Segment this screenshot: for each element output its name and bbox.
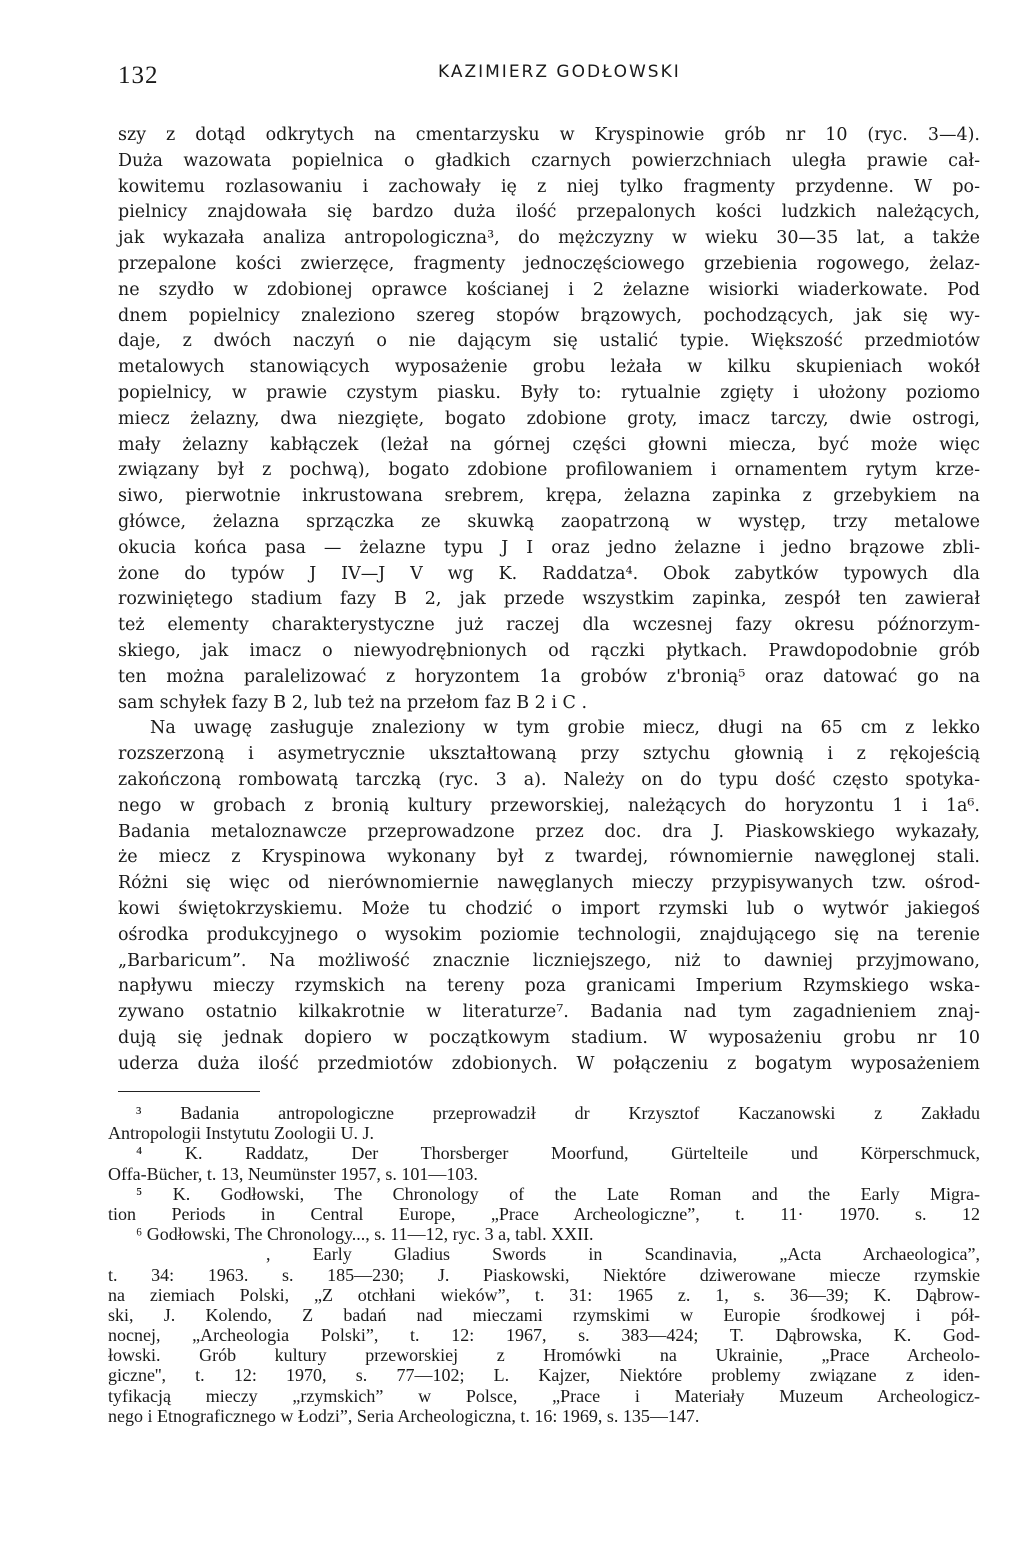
text-line: kowi świętokrzyskiemu. Może tu chodzić o import rzymski lub o wytwór jakiegoś [118,898,980,919]
text-line: „Barbaricum”. Na możliwość znacznie liczniejszego, niż to dawniej przyjmowano, [118,950,980,971]
text-line: siwo, pierwotnie inkrustowana srebrem, krępa, żelazna zapinka z grzebykiem na [118,486,980,507]
text-line: ten można paralelizować z horyzontem 1a grobów z'bronią⁵ oraz datować go na [118,666,980,687]
footnote-line: giczne'', t. 12: 1970, s. 77—102; L. Kajzer, Niektóre problemy związane z iden- [108,1365,980,1386]
page-number: 132 [118,62,159,89]
text-line: przepalone kości zwierzęce, fragmenty jednoczęściowego grzebienia rogowego, żelaz- [118,253,980,274]
text-line: szy z dotąd odkrytych na cmentarzysku w Kryspinowie grób nr 10 (ryc. 3—4). [118,125,980,145]
footnote-line: tion Periods in Central Europe, „Prace Archeologiczne”, t. 11· 1970. s. 12 [108,1203,980,1224]
text-line: główce, żelazna sprzączka ze skuwką zaopatrzoną w występ, trzy metalowe [118,511,980,532]
text-line: Duża wazowata popielnica o gładkich czarnych powierzchniach uległa prawie cał- [118,150,980,171]
text-line: rozwiniętego stadium fazy B 2, jak przede wszystkim zapinka, zespół ten zawierał [118,589,980,610]
footnote-line: ⁴ K. Raddatz, Der Thorsberger Moorfund, Gürtelteile und Körperschmuck, [136,1143,980,1164]
footnote-line: , Early Gladius Swords in Scandinavia, „Acta Archaeologica”, [266,1244,980,1265]
text-line: mały żelazny kabłączek (leżał na górnej części głowni miecza, być może więc [118,434,980,455]
text-line: kowitemu rozlasowaniu i zachowały ię z niej tylko fragmenty przydenne. W po- [118,176,980,197]
text-line: jak wykazała analiza antropologiczna³, do mężczyzny w wieku 30—35 lat, a także [118,228,980,249]
text-line: dują się jednak dopiero w początkowym stadium. W wyposażeniu grobu nr 10 [118,1027,980,1048]
footnote-line: t. 34: 1963. s. 185—230; J. Piaskowski, Niektóre dziwerowane miecze rzymskie [108,1264,980,1285]
footnote-line: ⁵ K. Godłowski, The Chronology of the Late Roman and the Early Migra- [136,1183,980,1204]
footnote-line: tyfikacją mieczy „rzymskich” w Polsce, „Prace i Materiały Muzeum Archeologicz- [108,1385,980,1406]
footnote-line: nego i Etnograficznego w Łodzi”, Seria Archeologiczna, t. 16: 1969, s. 135—147. [108,1405,700,1426]
text-line: dnem popielnicy znaleziono szereg stopów brązowych, pochodzących, jak się wy- [118,305,980,326]
footnotes [108,1103,980,1426]
text-line: daje, z dwóch naczyń o nie dającym się ustalić typie. Większość przedmiotów [118,331,980,352]
footnote-divider [118,1091,260,1092]
footnote-line: ski, J. Kolendo, Z badań nad mieczami rzymskimi w Europie środkowej i pół- [108,1304,980,1325]
text-line: metalowych stanowiących wyposażenie grobu leżała w kilku skupieniach wokół [118,357,980,378]
text-line: ośrodka produkcyjnego o wysokim poziomie technologii, znajdującego się na terenie [118,924,980,945]
text-line: zakończoną rombowatą tarczką (ryc. 3 a). Należy on do typu dość często spotyka- [118,769,980,790]
running-head: KAZIMIERZ GODŁOWSKI [438,62,681,82]
text-line: rozszerzoną i asymetrycznie ukształtowaną przy sztychu głownią i z rękojeścią [118,744,980,765]
footnote-line: Antropologii Instytutu Zoologii U. J. [108,1123,375,1144]
text-line: Na uwagę zasługuje znaleziony w tym grobie miecz, długi na 65 cm z lekko [150,718,980,739]
text-line: żone do typów J IV—J V wg K. Raddatza⁴. Obok zabytków typowych dla [118,563,980,584]
text-line: uderza duża ilość przedmiotów zdobionych. W połączeniu z bogatym wyposażeniem [118,1053,980,1074]
text-line: też elementy charakterystyczne już raczej dla wczesnej fazy okresu późnorzym- [118,615,980,636]
text-line: ne szydło w zdobionej oprawce kościanej i 2 żelazne wisiorki wiaderkowate. Pod [118,279,980,300]
text-line: że miecz z Kryspinowa wykonany był z twardej, równomiernie nawęglonej stali. [118,847,980,868]
footnote-line: Offa-Bücher, t. 13, Neumünster 1957, s. 101—103. [108,1163,478,1184]
footnote-line: łowski. Grób kultury przeworskiej z Hromówki na Ukrainie, „Prace Archeolo- [108,1345,980,1366]
footnote-line: nocnej, „Archeologia Polski”, t. 12: 1967, s. 383—424; T. Dąbrowska, K. God- [108,1325,980,1346]
main-text [118,123,980,1077]
text-line: Badania metaloznawcze przeprowadzone przez doc. dra J. Piaskowskiego wykazały, [118,821,980,842]
footnote-line: ³ Badania antropologiczne przeprowadził dr Krzysztof Kaczanowski z Zakładu [136,1103,980,1123]
text-line: sam schyłek fazy B 2, lub też na przełom faz B 2 i C . [118,692,588,713]
text-line: pielnicy znajdowała się bardzo duża ilość przepalonych kości ludzkich należących, [118,202,980,223]
text-line: popielnicy, w prawie czystym piasku. Były to: rytualnie zgięty i ułożony poziomo [118,382,980,403]
text-line: związany był z pochwą), bogato zdobione profilowaniem i ornamentem rytym krze- [118,460,980,481]
footnote-line: ⁶ Godłowski, The Chronology..., s. 11—12, ryc. 3 a, tabl. XXII. [136,1224,594,1245]
footnote-line: na ziemiach Polski, „Z otchłani wieków”, t. 31: 1965 z. 1, s. 36—39; K. Dąbrow- [108,1284,980,1305]
text-line: napływu mieczy rzymskich na tereny poza granicami Imperium Rzymskiego wska- [118,976,980,997]
text-line: zywano ostatnio kilkakrotnie w literaturze⁷. Badania nad tym zagadnieniem znaj- [118,1002,980,1023]
text-line: Różni się więc od nierównomiernie nawęglanych mieczy przypisywanych tzw. ośrod- [118,873,980,894]
text-line: nego w grobach z bronią kultury przeworskiej, należących do horyzontu 1 i 1a⁶. [118,795,980,816]
text-line: okucia końca pasa — żelazne typu J I oraz jedno żelazne i jedno brązowe zbli- [118,537,980,558]
text-line: skiego, jak imacz o niewyodrębnionych od rączki płytkach. Prawdopodobnie grób [118,640,980,661]
text-line: miecz żelazny, dwa niezgięte, bogato zdobione groty, imacz tarczy, dwie ostrogi, [118,408,980,429]
